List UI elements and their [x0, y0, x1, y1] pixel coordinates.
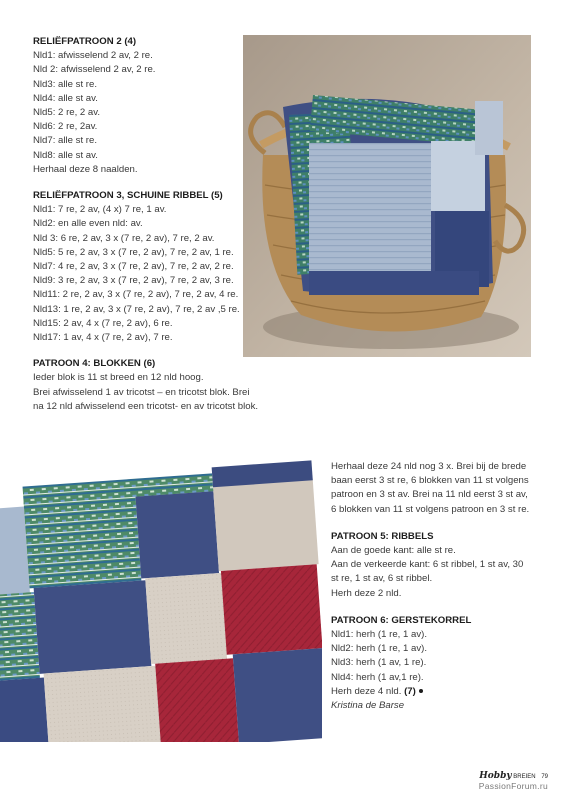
pattern2-line: Nld1: afwisselend 2 av, 2 re. [33, 50, 153, 62]
pattern3-line: Nld13: 1 re, 2 av, 3 x (7 re, 2 av), 7 re, 2 av ,5 re. [33, 303, 240, 315]
pattern2-line: Nld6: 2 re, 2av. [33, 121, 98, 133]
pattern3-line: Nld1: 7 re, 2 av, (4 x) 7 re, 1 av. [33, 204, 167, 216]
pattern4-title: PATROON 4: BLOKKEN (6) [33, 358, 156, 370]
pattern3-line: Nld5: 5 re, 2 av, 3 x (7 re, 2 av), 7 re, 2 av, 1 re. [33, 246, 234, 258]
right-column [331, 460, 551, 713]
pattern3-line: Nld 3: 6 re, 2 av, 3 x (7 re, 2 av), 7 re, 2 av. [33, 232, 215, 244]
pattern3-line: Nld7: 4 re, 2 av, 3 x (7 re, 2 av), 7 re, 2 av, 2 re. [33, 261, 234, 273]
pattern6-line: Nld3: herh (1 av, 1 re). [331, 657, 427, 669]
pattern3-line: Nld11: 2 re, 2 av, 3 x (7 re, 2 av), 7 re, 2 av, 4 re. [33, 289, 239, 301]
pattern5-title: PATROON 5: RIBBELS [331, 530, 434, 542]
pattern2-line: Nld4: alle st av. [33, 92, 98, 104]
end-marker: (7) [404, 685, 416, 697]
pattern3-title: RELIËFPATROON 3, SCHUINE RIBBEL (5) [33, 190, 223, 202]
pattern3-line: Nld15: 2 av, 4 x (7 re, 2 av), 6 re. [33, 317, 173, 329]
intro-line: Herhaal deze 24 nld nog 3 x. Brei bij de brede [331, 461, 527, 472]
pattern2-line: Nld5: 2 re, 2 av. [33, 107, 101, 119]
watermark: PassionForum.ru [478, 781, 548, 791]
pattern4-line: Ieder blok is 11 st breed en 12 nld hoog. [33, 372, 204, 384]
end-dot-icon [419, 689, 423, 693]
blanket-photo [0, 460, 322, 742]
brand-row [479, 772, 548, 781]
intro-line: 6 blokken van 11 st volgens patroon en 3 st re. [331, 503, 530, 515]
pattern2-line: Nld7: alle st re. [33, 135, 97, 147]
pattern5-line: Aan de verkeerde kant: 6 st ribbel, 1 st av, 30 [331, 559, 524, 571]
brand-suffix: BREIEN [513, 774, 536, 780]
pattern5-line: st re, 1 st av, 6 st ribbel. [331, 573, 433, 585]
pattern4-line: Brei afwisselend 1 av tricotst – en tricotst blok. Brei [33, 386, 250, 398]
page-footer [479, 772, 548, 791]
left-column [33, 35, 259, 414]
pattern2-title: RELIËFPATROON 2 (4) [33, 36, 137, 47]
pattern6-last-line [331, 685, 551, 699]
brand-logo: Hobby [479, 771, 512, 781]
intro-line: baan eerst 3 st re, 6 blokken van 11 st volgens [331, 475, 529, 487]
pattern5-line: Aan de goede kant: alle st re. [331, 545, 456, 557]
author: Kristina de Barse [331, 700, 405, 712]
pattern6-line: Nld1: herh (1 re, 1 av). [331, 629, 427, 641]
pattern6-title: PATROON 6: GERSTEKORREL [331, 614, 472, 626]
pattern5-line: Herh deze 2 nld. [331, 587, 402, 599]
pattern6-line: Nld2: herh (1 re, 1 av). [331, 643, 427, 655]
pattern2-line: Nld3: alle st re. [33, 78, 97, 90]
pattern2-line: Nld8: alle st av. [33, 149, 98, 161]
intro-line: patroon en 3 st av. Brei na 11 nld eerst 3 st av, [331, 489, 528, 501]
pattern3-line: Nld17: 1 av, 4 x (7 re, 2 av), 7 re. [33, 332, 173, 344]
pattern3-line: Nld9: 3 re, 2 av, 3 x (7 re, 2 av), 7 re, 2 av, 3 re. [33, 275, 234, 287]
pattern2-line: Herhaal deze 8 naalden. [33, 163, 138, 175]
pattern3-line: Nld2: en alle even nld: av. [33, 218, 143, 230]
basket-photo [243, 35, 531, 357]
pattern4-line: na 12 nld afwisselend een tricotst- en av tricotst blok. [33, 400, 259, 412]
pattern2-line: Nld 2: afwisselend 2 av, 2 re. [33, 64, 156, 76]
pattern6-line: Nld4: herh (1 av,1 re). [331, 671, 424, 683]
pattern6-repeat-text: Herh deze 4 nld. [331, 685, 402, 697]
page-number: 79 [541, 774, 548, 780]
